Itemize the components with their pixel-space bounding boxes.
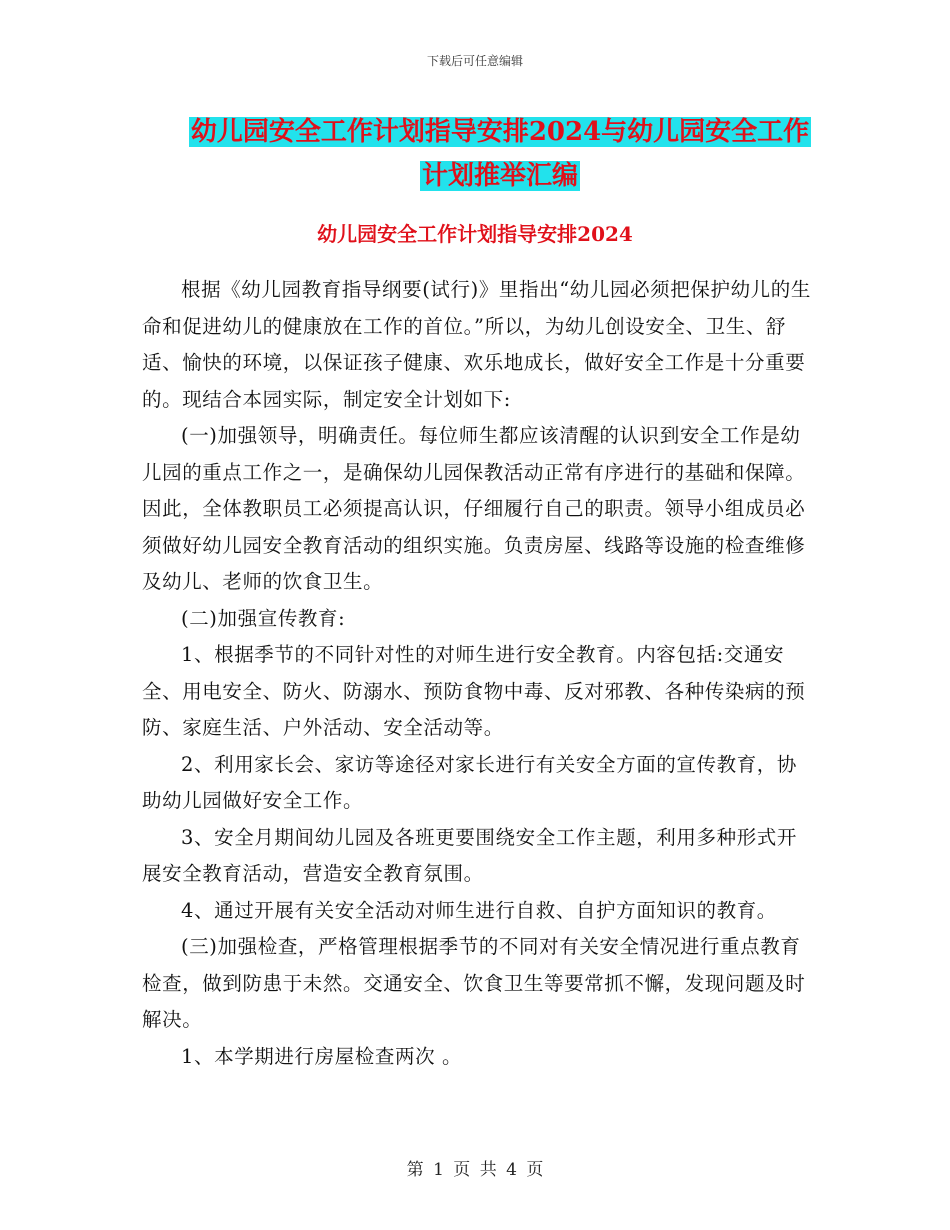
paragraph: (二)加强宣传教育: — [181, 606, 346, 630]
paragraph: 3、安全月期间幼儿园及各班更要围绕安全工作主题，利用多种形式开展安全教育活动，营造安全教育氛围。 — [142, 825, 798, 885]
paragraph: 根据《幼儿园教育指导纲要(试行)》里指出“幼儿园必须把保护幼儿的生命和促进幼儿的健康放在工作的首位。”所以，为幼儿创设安全、卫生、舒适、愉快的环境，以保证孩子健康、欢乐地成长，做好安全工作是十分重要的。现结合本园实际，制定安全计划如下: — [142, 278, 811, 411]
paragraph: (三)加强检查，严格管理根据季节的不同对有关安全情况进行重点教育检查，做到防患于未然。交通安全、饮食卫生等要常抓不懈，发现问题及时解决。 — [142, 935, 806, 1031]
document-title-line-1: 幼儿园安全工作计划指导安排2024与幼儿园安全工作 — [190, 117, 810, 147]
paragraph: 2、利用家长会、家访等途径对家长进行有关安全方面的宣传教育，协助幼儿园做好安全工作。 — [142, 752, 798, 812]
page-header: 下载后可任意编辑 — [426, 54, 523, 68]
document-title — [140, 110, 860, 198]
document-title-line-2: 计划推举汇编 — [421, 161, 578, 191]
paragraph: 1、本学期进行房屋检查两次 。 — [181, 1044, 463, 1068]
paragraph: 4、通过开展有关安全活动对师生进行自救、自护方面知识的教育。 — [181, 898, 777, 922]
section-title: 幼儿园安全工作计划指导安排2024 — [317, 222, 633, 246]
page-footer: 第 1 页 共 4 页 — [406, 1160, 544, 1180]
paragraph: (一)加强领导，明确责任。每位师生都应该清醒的认识到安全工作是幼儿园的重点工作之一，是确保幼儿园保教活动正常有序进行的基础和保障。因此，全体教职员工必须提高认识，仔细履行自己的职责。领导小组成员必须做好幼儿园安全教育活动的组织实施。负责房屋、线路等设施的检查维修及幼儿、老师的饮食卫生。 — [142, 424, 806, 593]
document-body — [142, 272, 812, 1075]
paragraph: 1、根据季节的不同针对性的对师生进行安全教育。内容包括:交通安全、用电安全、防火、防溺水、预防食物中毒、反对邪教、各种传染病的预防、家庭生活、户外活动、安全活动等。 — [142, 643, 806, 739]
